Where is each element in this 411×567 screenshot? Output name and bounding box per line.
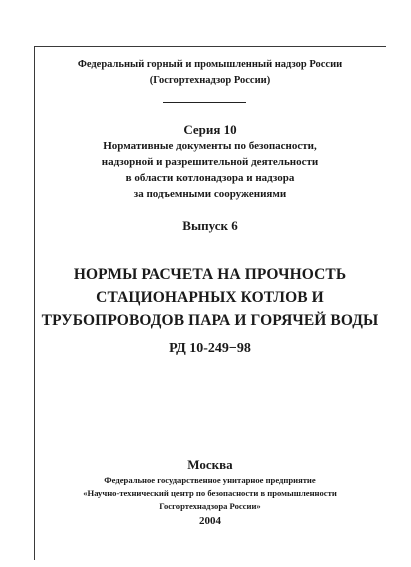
year: 2004 bbox=[199, 515, 221, 527]
city: Москва bbox=[187, 457, 233, 472]
document-code: РД 10-249−98 bbox=[169, 341, 251, 356]
document-title-1: НОРМЫ РАСЧЕТА НА ПРОЧНОСТЬ bbox=[73, 266, 347, 283]
agency-line-2: (Госгортехнадзор России) bbox=[149, 75, 271, 86]
issue-number: Выпуск 6 bbox=[182, 218, 238, 233]
series-title: Серия 10 bbox=[183, 122, 237, 137]
series-desc-3: в области котлонадзора и надзора bbox=[125, 172, 295, 184]
agency-line-1: Федеральный горный и промышленный надзор России bbox=[77, 59, 343, 70]
publisher-line-3: Госгортехнадзора России» bbox=[159, 501, 261, 511]
series-desc-1: Нормативные документы по безопасности, bbox=[103, 140, 317, 152]
series-desc-4: за подъемными сооружениями bbox=[133, 188, 287, 200]
publisher-line-1: Федеральное государственное унитарное предприятие bbox=[104, 475, 316, 485]
document-title-2: СТАЦИОНАРНЫХ КОТЛОВ И bbox=[96, 289, 324, 306]
document-title-3: ТРУБОПРОВОДОВ ПАРА И ГОРЯЧЕЙ ВОДЫ bbox=[41, 312, 379, 329]
series-desc-2: надзорной и разрешительной деятельности bbox=[101, 156, 319, 168]
publisher-line-2: «Научно-технический центр по безопасности в промышленности bbox=[83, 488, 337, 498]
divider bbox=[163, 102, 246, 103]
